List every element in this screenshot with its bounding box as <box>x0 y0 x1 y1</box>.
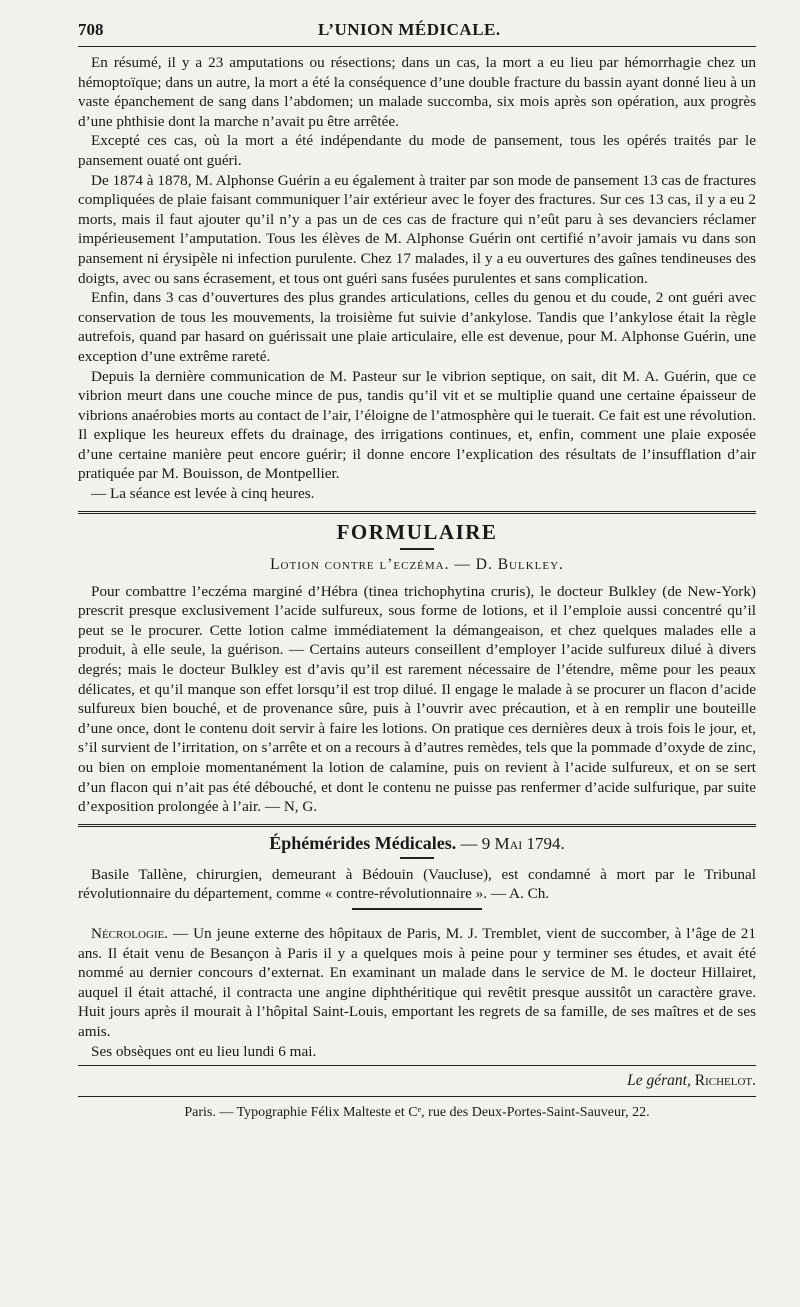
necrologie-obseques: Ses obsèques ont eu lieu lundi 6 mai. <box>91 1042 317 1060</box>
section-divider <box>78 511 756 514</box>
ephemerides-heading <box>78 833 756 854</box>
formulaire-body: Pour combattre l’eczéma marginé d’Hébra (tinea trichophytina cruris), le docteur Bulkley (de New-York) prescrit presque exclusivement l’acide sulfureux, sous forme de lotions, et il l’emploie aussi concentré qu’il peut se le procurer. Cette lotion calme immédiatement la démangeaison, et chez quelques malades elle a produit, à elle seule, la guérison. — Certains auteurs conseillent d’employer l’acide sulfureux dilué à divers degrés; mais le docteur Bulkley est d’avis qu’il est rarement nécessaire de l’étendre, même pour les peaux délicates, et qu’il manque son effet lorsqu’il est trop dilué. Il engage le malade à se procurer un flacon d’acide sulfureux bien bouché, et de provenance sûre, puis à l’ouvrir avec précaution, et à en remplir une bouteille d’une once, dont le contenu doit servir à faire les lotions. On pratique ces dernières deux à trois fois le jour, et, s’il survient de l’irritation, on s’arrête et on a recours à d’autres remèdes, tels que la pommade d’oxyde de zinc, ou bien on emploie momentanément la lotion de calamine, puis on revient à l’acide sulfureux, et on se sert d’un flacon qui n’ait pas été débouché, et dont le contenu ne puisse pas renfermer d’acide sulfurique, par suite d’exposition prolongée à l’air. — N, G. <box>78 582 756 816</box>
title-rule <box>400 548 434 550</box>
ephemerides-section <box>78 833 756 904</box>
ephemerides-date: — 9 Mai 1794. <box>460 833 565 853</box>
gerant-name: Richelot. <box>694 1072 756 1090</box>
necrologie-label: Nécrologie. <box>91 924 169 942</box>
necrologie-text: — Un jeune externe des hôpitaux de Paris, M. J. Tremblet, vient de succomber, à l’âge de 21 ans. Il était venu de Besançon à Paris il y a quelques mois à peine pour y terminer ses études, et avait été nommé au dernier concours d’externat. En examinant un malade dans le service de M. le docteur Hillairet, auquel il était attaché, il contracta une angine diphthéritique qui revêtit presque aussitôt un caractère grave. Huit jours après il mourait à l’hôpital Saint-Louis, emportant les regrets de sa famille, de ses maîtres et de ses amis. <box>78 924 756 1040</box>
running-head <box>78 20 756 47</box>
necrologie-body <box>78 924 756 1042</box>
paragraph-articulations: Enfin, dans 3 cas d’ouvertures des plus grandes articulations, celles du genou et du coude, 2 ont guéri avec conservation de tous les mouvements, la troisième fut suivie d’ankylose. Tandis que l’ankylose était la règle autrefois, quand par hasard on guérissait une plaie articulaire, elle est devenue, pour M. Alphonse Guérin, une exception d’une extrême rareté. <box>78 289 756 365</box>
ephemerides-body: Basile Tallène, chirurgien, demeurant à Bédouin (Vaucluse), est condamné à mort par le Tribunal révolutionnaire du département, comme « contre-révolutionnaire ». — A. Ch. <box>78 865 756 903</box>
article-continuation <box>78 53 756 504</box>
gerant-line <box>78 1072 756 1090</box>
necrologie-section <box>78 924 756 1061</box>
imprint-line: Paris. — Typographie Félix Malteste et Cᵉ, rue des Deux-Portes-Saint-Sauveur, 22. <box>184 1105 650 1121</box>
page-number: 708 <box>78 20 104 39</box>
title-rule <box>400 857 434 859</box>
mid-divider <box>352 908 482 910</box>
paragraph-fractures: De 1874 à 1878, M. Alphonse Guérin a eu également à traiter par son mode de pansement 13 cas de fractures compliquées de plaie faisant communiquer l’air extérieur avec le foyer des fractures. Sur ces 13 cas, il y a eu 2 morts, mais il faut ajouter qu’il n’y a pas un de ces cas de fracture qui n’eût paru à ses devanciers réclamer impérieusement l’amputation. Tous les élèves de M. Alphonse Guérin ont certifié n’avoir jamais vu dans son pansement ni érysipèle ni infection purulente. Chez 17 malades, il y a eu ouvertures des gaînes tendineuses des doigts, avec ou sans écrasement, et tous ont guéri sans fusées purulentes et sans complication. <box>78 171 756 287</box>
ephemerides-title: Éphémérides Médicales. <box>269 832 457 853</box>
footer-rule <box>78 1096 756 1097</box>
formulaire-title: FORMULAIRE <box>336 519 498 544</box>
paragraph-resume: En résumé, il y a 23 amputations ou résections; dans un cas, la mort a eu lieu par hémorrhagie chez un hémoptoïque; dans un autre, la mort a été la conséquence d’une double fracture du bassin ayant donné lieu à un vaste épanchement de sang dans l’abdomen; un malade succomba, six mois après son opération, aux progrès d’une phthisie dont la marche n’avait pu être arrêtée. <box>78 54 756 130</box>
formulaire-subtitle: Lotion contre l’eczéma. — D. Bulkley. <box>270 555 564 573</box>
paragraph-excepte: Excepté ces cas, où la mort a été indépendante du mode de pansement, tous les opérés traités par le pansement ouaté ont guéri. <box>78 132 756 169</box>
section-divider <box>78 824 756 827</box>
gerant-label: Le gérant, <box>627 1072 691 1090</box>
footer-rule <box>78 1065 756 1066</box>
paragraph-seance: — La séance est levée à cinq heures. <box>91 485 315 503</box>
journal-title: L’UNION MÉDICALE. <box>318 20 501 39</box>
paragraph-pasteur: Depuis la dernière communication de M. Pasteur sur le vibrion septique, on sait, dit M. A. Guérin, que ce vibrion meurt dans une couche mince de pus, tandis qu’il vit et se multiplie quand une certaine épaisseur de vibrions anaérobies morts au contact de l’air, l’éloigne de l’atmosphère qui le tuerait. Ce fait est une révolution. Il explique les heureux effets du drainage, des irrigations continues, et, enfin, comment une plaie exposée d’une certaine manière peut encore guérir; il donne encore l’explication des résultats de l’insufflation d’air pratiquée par M. Bouisson, de Montpellier. <box>78 367 756 483</box>
formulaire-section <box>78 520 756 817</box>
